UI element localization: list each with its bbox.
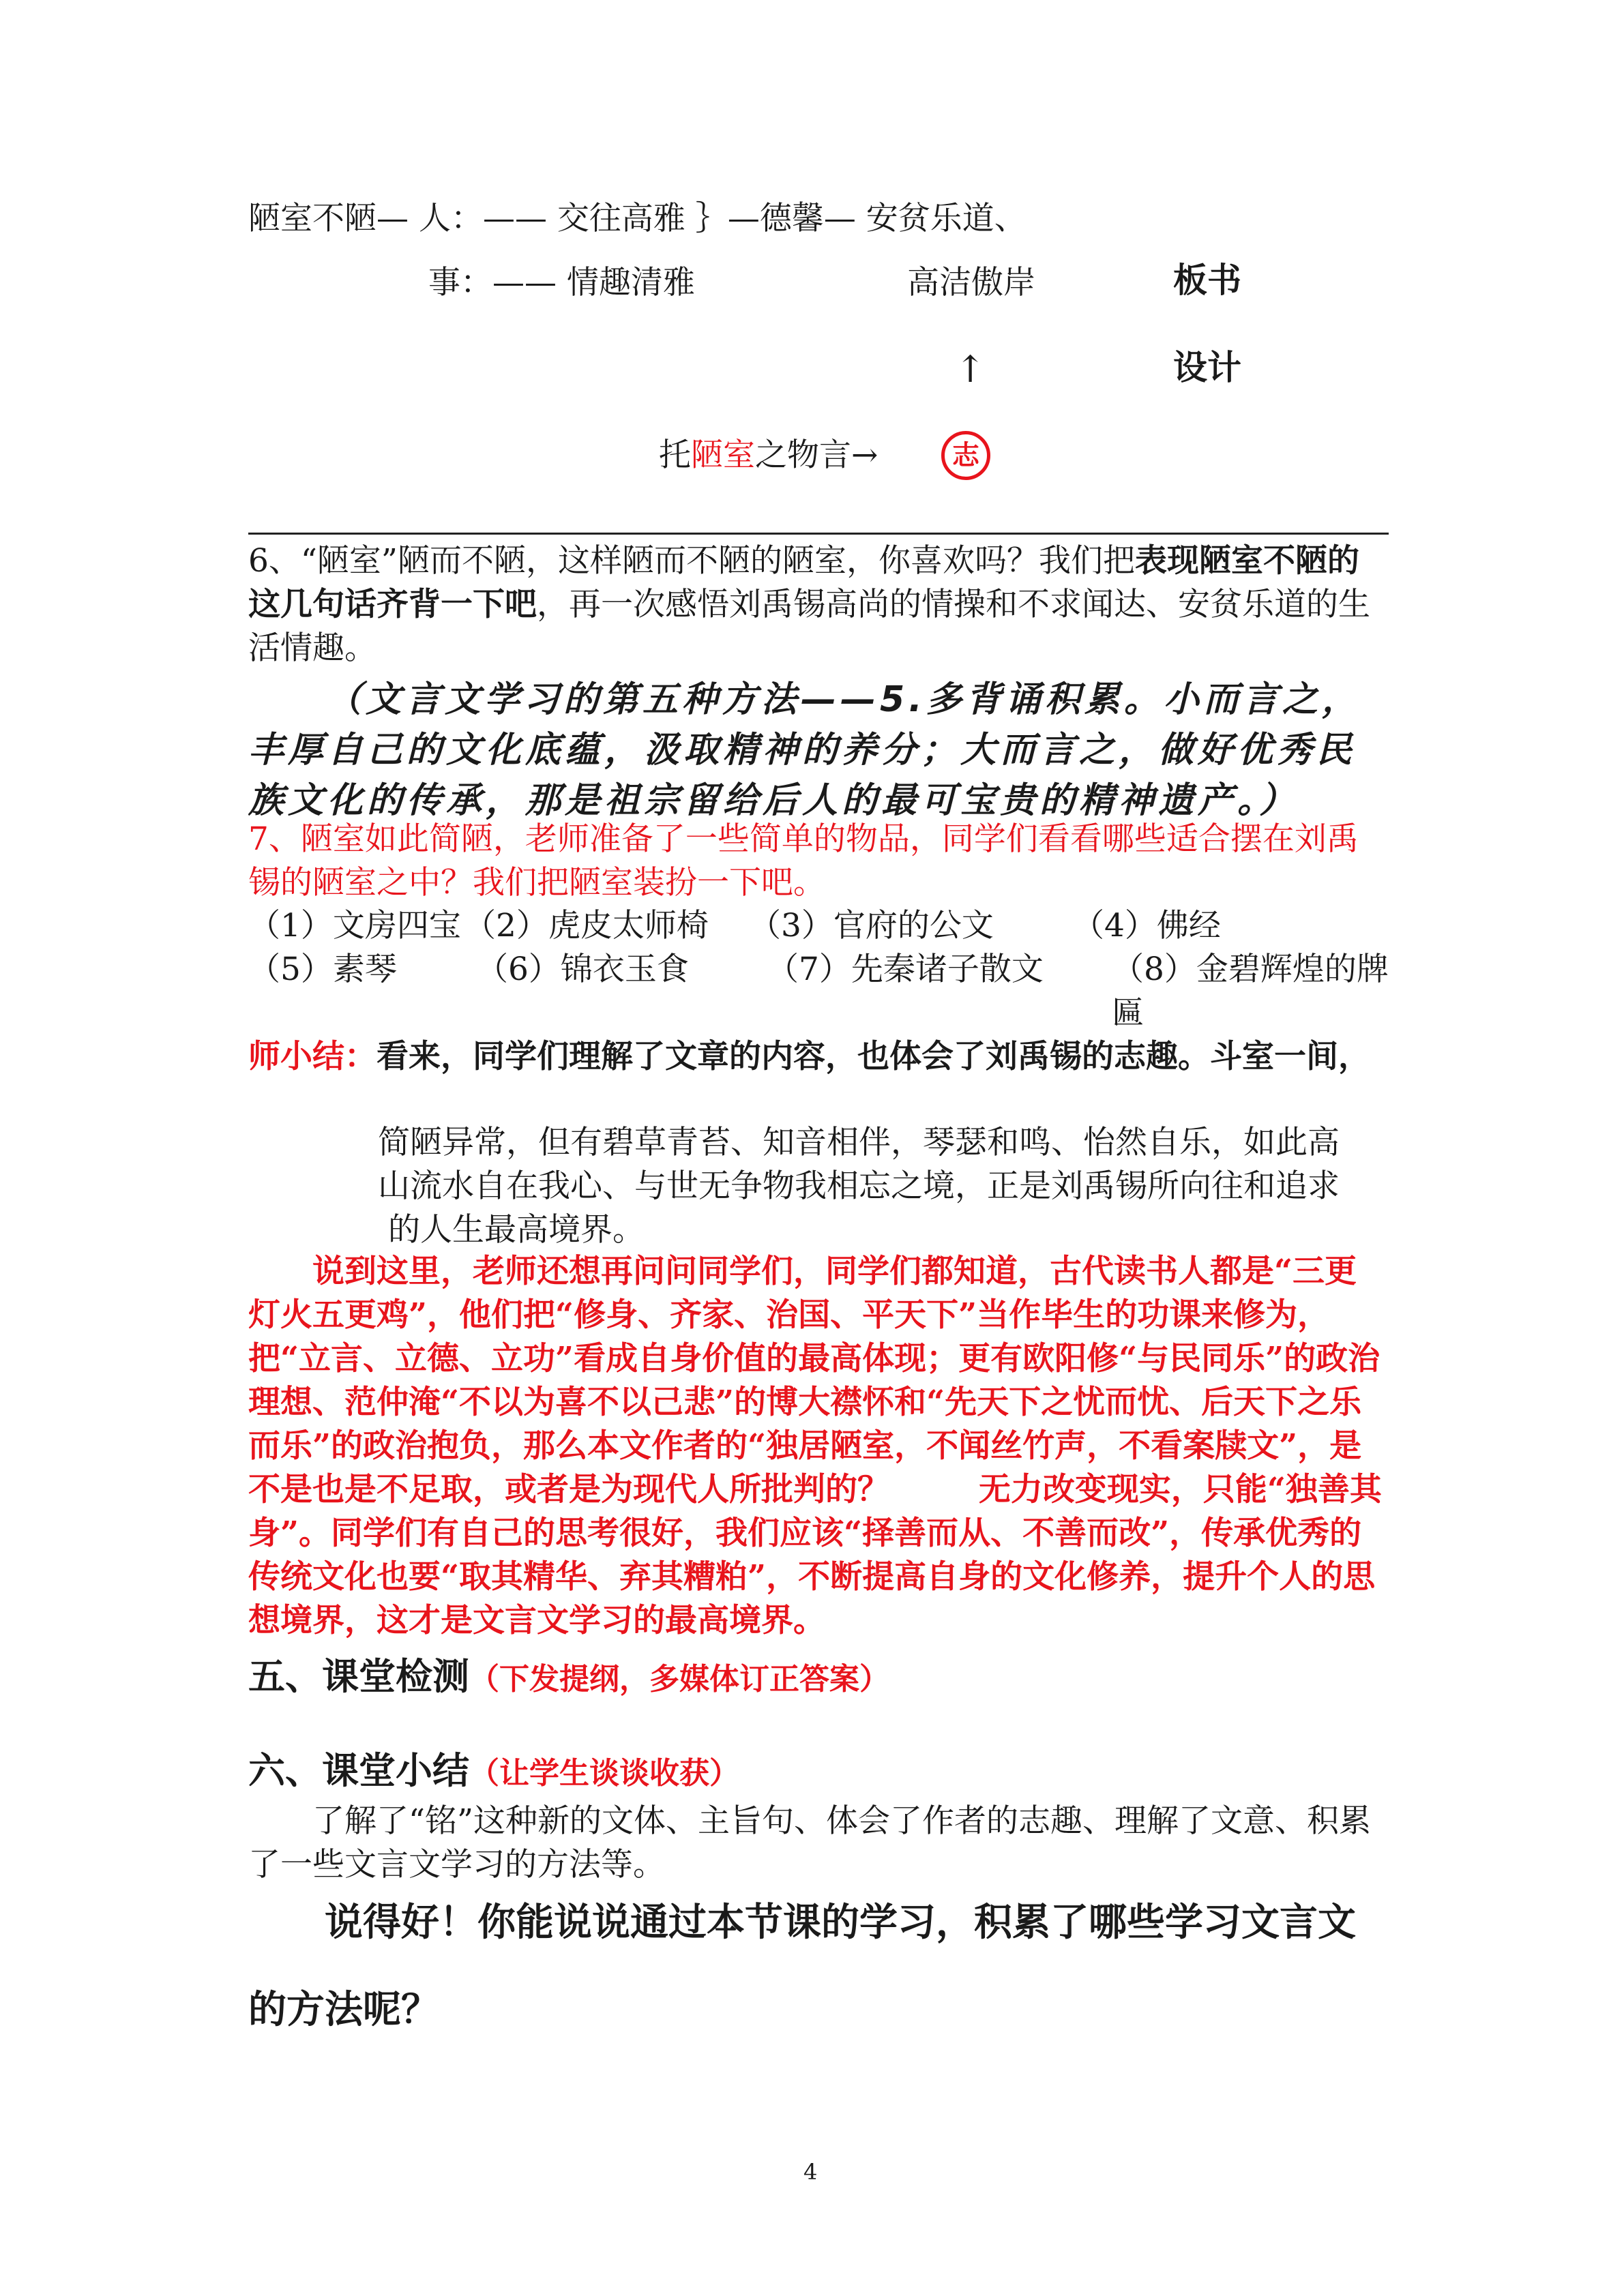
summary-indent-1: 简陋异常，但有碧草青苔、知音相伴，琴瑟和鸣、怡然自乐，如此高 bbox=[378, 1124, 1340, 1161]
board-row-1: 陋室不陋— 人：—— 交往高雅 ｝—德馨— 安贫乐道、 bbox=[248, 200, 1027, 237]
heading-6-title: 六、课堂小结 bbox=[248, 1749, 469, 1792]
zhi-seal-icon: 志 bbox=[941, 431, 990, 480]
method-5-note: （文言文学习的第五种方法——5.多背诵积累。小而言之，丰厚自己的文化底蕴，汲取精神的养分；大而言之，做好优秀民族文化的传承，那是祖宗留给后人的最可宝贵的精神遗产。） bbox=[248, 679, 1361, 821]
question-line-1: 说得好！你能说说通过本节课的学习，积累了哪些学习文言文 bbox=[325, 1900, 1356, 1945]
item-2: （2）虎皮太师椅 bbox=[464, 907, 709, 944]
board-row-2-right: 高洁傲岸 bbox=[907, 264, 1035, 301]
divider bbox=[248, 533, 1389, 535]
summary-indent-2: 山流水自在我心、与世无争物我相忘之境，正是刘禹锡所向往和追求 bbox=[378, 1167, 1340, 1205]
board-label-line1: 板书 bbox=[1173, 260, 1241, 300]
teacher-summary bbox=[248, 1035, 1389, 1079]
lesson-summary: 了解了“铭”这种新的文体、主旨句、体会了作者的志趣、理解了文意、积累了一些文言文学习的方法等。 bbox=[248, 1802, 1372, 1883]
heading-6-note: （让学生谈谈收获） bbox=[469, 1756, 739, 1791]
item-5: （5）素琴 bbox=[248, 951, 397, 988]
item-1: （1）文房四宝 bbox=[248, 907, 461, 944]
board-label-line2: 设计 bbox=[1173, 348, 1241, 387]
section-6 bbox=[248, 539, 1389, 670]
section-7: 7、陋室如此简陋，老师准备了一些简单的物品，同学们看看哪些适合摆在刘禹锡的陋室之中？我们把陋室装扮一下吧。 bbox=[248, 820, 1359, 901]
board-row-2-left: 事：—— 情趣清雅 bbox=[428, 264, 695, 301]
summary-label: 师小结： bbox=[248, 1038, 377, 1075]
heading-5-title: 五、课堂检测 bbox=[248, 1655, 469, 1698]
item-8: （8）金碧辉煌的牌匾 bbox=[1112, 951, 1389, 1032]
heading-section-5 bbox=[248, 1653, 889, 1703]
summary-indent-3: 的人生最高境界。 bbox=[378, 1211, 645, 1249]
item-4: （4）佛经 bbox=[1072, 907, 1221, 944]
tuo-prefix: 托 bbox=[659, 436, 691, 474]
up-arrow-icon: ↑ bbox=[955, 348, 986, 391]
page-number: 4 bbox=[803, 2159, 818, 2185]
heading-5-note: （下发提纲，多媒体订正答案） bbox=[469, 1662, 889, 1697]
item-3: （3）官府的公文 bbox=[749, 907, 994, 944]
tuo-suffix: 之物言→ bbox=[755, 436, 879, 474]
section-6-text-b: ，再一次感悟刘禹锡高尚的情操和不求闻达、安贫乐道的生活情趣。 bbox=[248, 586, 1370, 667]
tuo-red: 陋室 bbox=[691, 436, 755, 474]
item-6: （6）锦衣玉食 bbox=[476, 951, 689, 988]
heading-section-6 bbox=[248, 1747, 739, 1798]
item-7: （7）先秦诸子散文 bbox=[767, 951, 1044, 988]
summary-line-1: 看来，同学们理解了文章的内容，也体会了刘禹锡的志趣。斗室一间， bbox=[377, 1038, 1370, 1075]
section-6-bold: 表现陋室不陋的这几句话齐背一下吧 bbox=[248, 542, 1359, 623]
board-tuo-line bbox=[659, 434, 878, 477]
question-line-2: 的方法呢？ bbox=[248, 1987, 439, 2032]
teacher-discussion: 说到这里，老师还想再问问同学们，同学们都知道，古代读书人都是“三更灯火五更鸡”，他们把“修身、齐家、治国、平天下”当作毕生的功课来修为，把“立言、立德、立功”看成自身价值的最高体现；更有欧阳修“与民同乐”的政治理想、范仲淹“不以为喜不以己悲”的博大襟怀和“先天下之忧而忧、后天下之乐而乐”的政治抱负，那么本文作者的“独居陋室，不闻丝竹声，不看案牍文”，是不是也是不足取，或者是为现代人所批判的？ 无力改变现实，只能“独善其身”。同学们有自己的思考很好，我们应该“择善而从、不善而改”，传承优秀的传统文化也要“取其精华、弃其糟粕”，不断提高自身的文化修养，提升个人的思想境界，这才是文言文学习的最高境界。 bbox=[248, 1253, 1382, 1639]
section-6-text-a: 6、“陋室”陋而不陋，这样陋而不陋的陋室，你喜欢吗？我们把 bbox=[248, 542, 1135, 580]
